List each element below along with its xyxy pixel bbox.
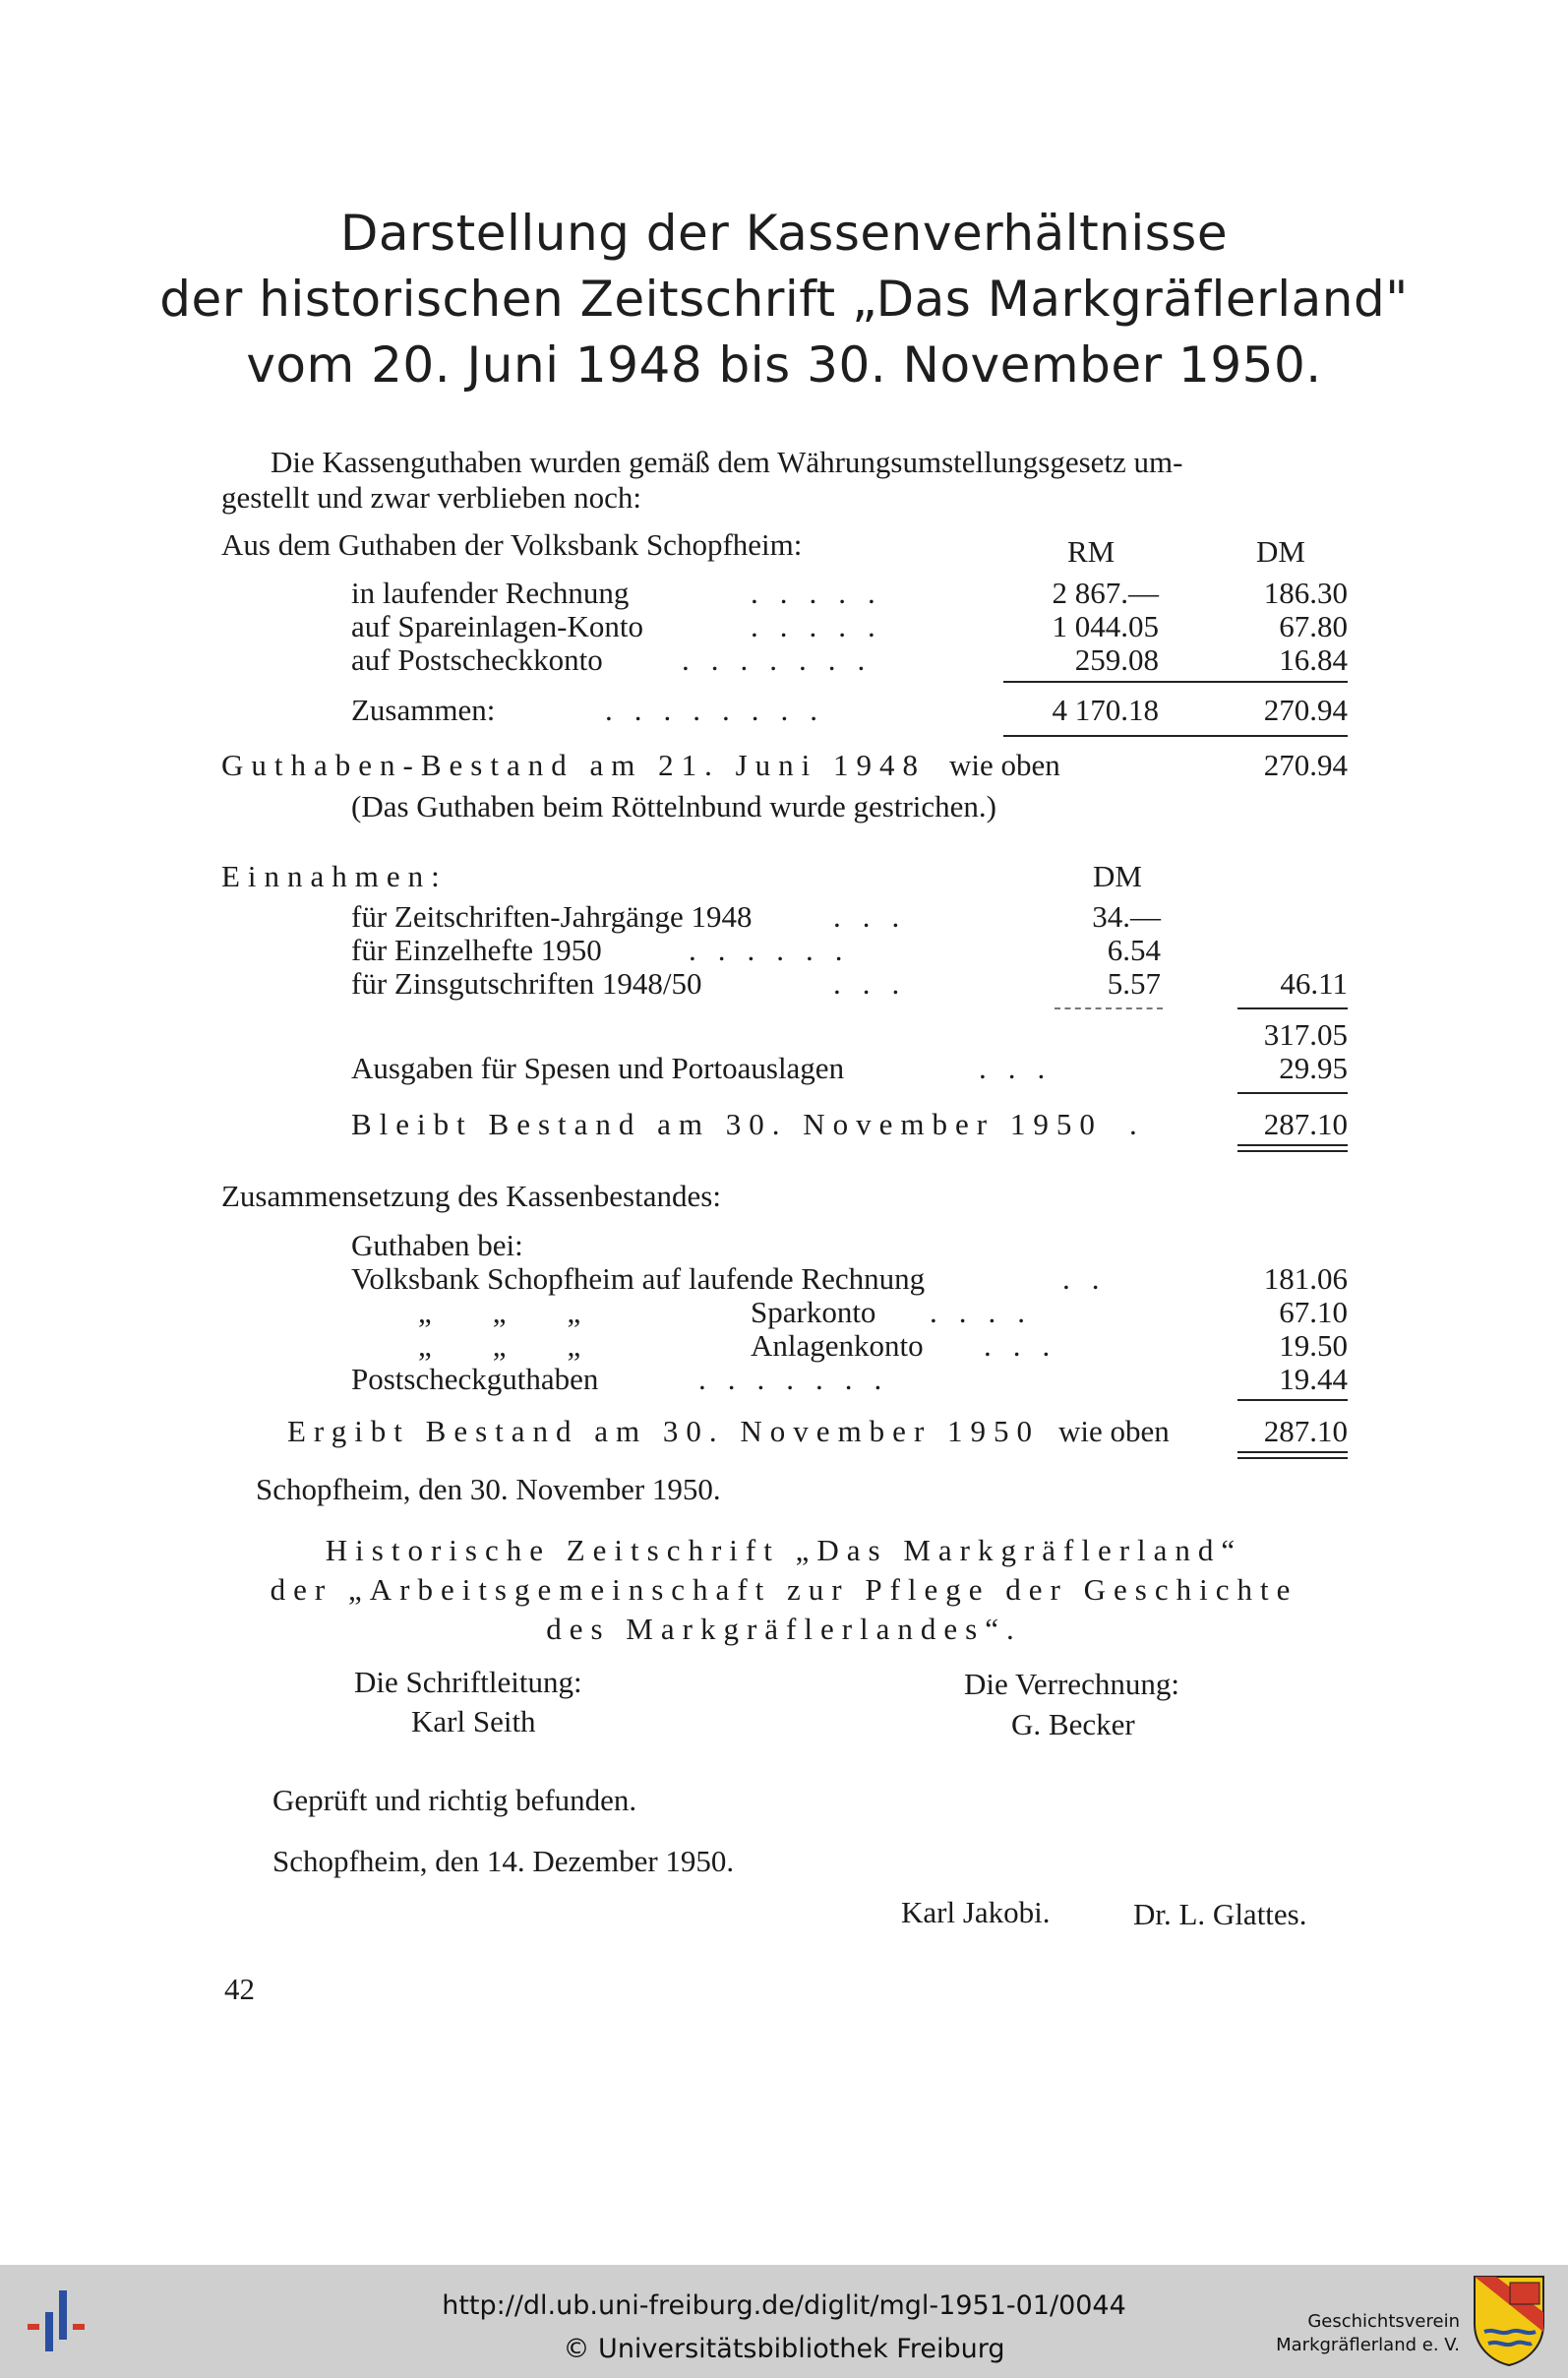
leader-dots: .. (1062, 1261, 1121, 1296)
einnahmen-row-value: 6.54 (1107, 933, 1161, 967)
footer-bar (0, 2265, 1568, 2378)
komposition-row-label: Sparkonto (751, 1295, 876, 1329)
ergibt-bestand-label: Ergibt Bestand am 30. November 1950 (287, 1414, 1041, 1448)
double-rule (1237, 1451, 1348, 1459)
ergibt-bestand-value: 287.10 (1263, 1414, 1348, 1448)
org-line-3: des Markgräflerlandes“. (546, 1612, 1022, 1646)
einnahmen-heading: Einnahmen: (221, 859, 448, 893)
double-rule (1237, 1144, 1348, 1152)
bank-row-rm: 2 867.— (1052, 576, 1159, 610)
ditto-marks: „ „ „ (418, 1295, 581, 1329)
komposition-row-label: Anlagenkonto (751, 1328, 924, 1363)
leader-dots: ..... (751, 609, 897, 643)
bleibt-bestand-value: 287.10 (1263, 1107, 1348, 1141)
bank-total-label: Zusammen: (351, 693, 496, 727)
signature-right-role: Die Verrechnung: (964, 1667, 1179, 1701)
leader-dots: ... (833, 899, 922, 934)
komposition-row-value: 67.10 (1279, 1295, 1348, 1329)
ausgaben-label: Ausgaben für Spesen und Portoauslagen (351, 1051, 845, 1085)
guthaben-note: (Das Guthaben beim Röttelnbund wurde gestrichen.) (351, 789, 996, 823)
einnahmen-row-label: für Einzelhefte 1950 (351, 933, 602, 967)
leader-dots: ....... (682, 642, 887, 677)
guthaben-suffix: wie oben (949, 748, 1060, 782)
dashed-rule (1055, 1007, 1163, 1009)
komposition-row-value: 19.50 (1279, 1328, 1348, 1363)
ditto-marks: „ „ „ (418, 1328, 581, 1363)
bleibt-bestand-label: Bleibt Bestand am 30. November 1950 (351, 1107, 1103, 1141)
komposition-row-value: 181.06 (1263, 1261, 1348, 1296)
bank-row-dm: 186.30 (1263, 576, 1348, 610)
sum-rule (1237, 1092, 1348, 1094)
ergibt-suffix: wie oben (1058, 1414, 1170, 1448)
guthaben-bestand-label: Guthaben-Bestand am 21. Juni 1948 (221, 748, 927, 782)
leader-dots: ..... (751, 576, 897, 610)
bank-heading: Aus dem Guthaben der Volksbank Schopfheim: (221, 527, 803, 562)
einnahmen-col-dm: DM (1093, 859, 1142, 893)
auditor-2: Dr. L. Glattes. (1133, 1897, 1307, 1931)
komposition-row-value: 19.44 (1279, 1362, 1348, 1396)
page-title-line-2: der historischen Zeitschrift „Das Markgräflerland" (159, 271, 1409, 328)
leader-dots: . (1129, 1107, 1137, 1141)
col-dm-header: DM (1256, 534, 1305, 569)
leader-dots: ...... (689, 933, 865, 967)
bank-total-rm: 4 170.18 (1052, 693, 1159, 727)
bank-row-label: in laufender Rechnung (351, 576, 630, 610)
signature-left-name: Karl Seith (411, 1704, 536, 1738)
einnahmen-sum: 46.11 (1280, 966, 1348, 1001)
bank-row-dm: 16.84 (1279, 642, 1348, 677)
signature-left-role: Die Schriftleitung: (354, 1665, 582, 1699)
bank-row-dm: 67.80 (1279, 609, 1348, 643)
intro-line-1: Die Kassenguthaben wurden gemäß dem Währungsumstellungsgesetz um- (271, 445, 1183, 479)
audit-text: Geprüft und richtig befunden. (272, 1783, 637, 1817)
bank-total-dm: 270.94 (1263, 693, 1348, 727)
footer-url-link[interactable]: http://dl.ub.uni-freiburg.de/diglit/mgl-1951-01/0044 (442, 2290, 1126, 2321)
leader-dots: ........ (605, 693, 839, 727)
intro-line-2: gestellt und zwar verblieben noch: (221, 480, 641, 515)
einnahmen-row-value: 5.57 (1107, 966, 1161, 1001)
signature-right-name: G. Becker (1011, 1707, 1135, 1741)
zusammensetzung-heading: Zusammensetzung des Kassenbestandes: (221, 1179, 721, 1213)
leader-dots: ... (984, 1328, 1072, 1363)
org-line-2: der „Arbeitsgemeinschaft zur Pflege der Geschichte (270, 1572, 1298, 1607)
footer-copyright: © Universitätsbibliothek Freiburg (563, 2334, 1005, 2364)
einnahmen-subtotal: 317.05 (1263, 1017, 1348, 1052)
audit-place-date: Schopfheim, den 14. Dezember 1950. (272, 1844, 735, 1878)
einnahmen-row-label: für Zinsgutschriften 1948/50 (351, 966, 702, 1001)
coat-of-arms-icon (1471, 2273, 1547, 2367)
col-rm-header: RM (1067, 534, 1116, 569)
guthaben-value: 270.94 (1263, 748, 1348, 782)
bank-row-rm: 259.08 (1074, 642, 1159, 677)
club-name-line-1: Geschichtsverein (1307, 2311, 1460, 2332)
bank-row-label: auf Spareinlagen-Konto (351, 609, 643, 643)
sum-rule (1237, 1399, 1348, 1401)
leader-dots: ... (833, 966, 922, 1001)
sum-rule (1003, 681, 1348, 683)
total-rule (1003, 735, 1348, 737)
club-name-line-2: Markgräflerland e. V. (1276, 2335, 1460, 2355)
bank-row-label: auf Postscheckkonto (351, 642, 603, 677)
sum-rule (1237, 1007, 1348, 1009)
leader-dots: ... (979, 1051, 1067, 1085)
guthaben-bei-label: Guthaben bei: (351, 1228, 523, 1262)
ausgaben-value: 29.95 (1279, 1051, 1348, 1085)
page-title-line-1: Darstellung der Kassenverhältnisse (339, 205, 1229, 262)
place-date: Schopfheim, den 30. November 1950. (256, 1472, 721, 1506)
komposition-row-label: Volksbank Schopfheim auf laufende Rechnung (351, 1261, 926, 1296)
einnahmen-row-label: für Zeitschriften-Jahrgänge 1948 (351, 899, 753, 934)
leader-dots: ....... (698, 1362, 904, 1396)
einnahmen-row-value: 34.— (1092, 899, 1161, 934)
page-number: 42 (224, 1972, 255, 2006)
auditor-1: Karl Jakobi. (901, 1895, 1051, 1929)
komposition-row-label: Postscheckguthaben (351, 1362, 599, 1396)
org-line-1: Historische Zeitschrift „Das Markgräflerland“ (325, 1533, 1243, 1567)
bank-row-rm: 1 044.05 (1052, 609, 1159, 643)
page-title-line-3: vom 20. Juni 1948 bis 30. November 1950. (246, 336, 1322, 394)
leader-dots: .... (930, 1295, 1047, 1329)
